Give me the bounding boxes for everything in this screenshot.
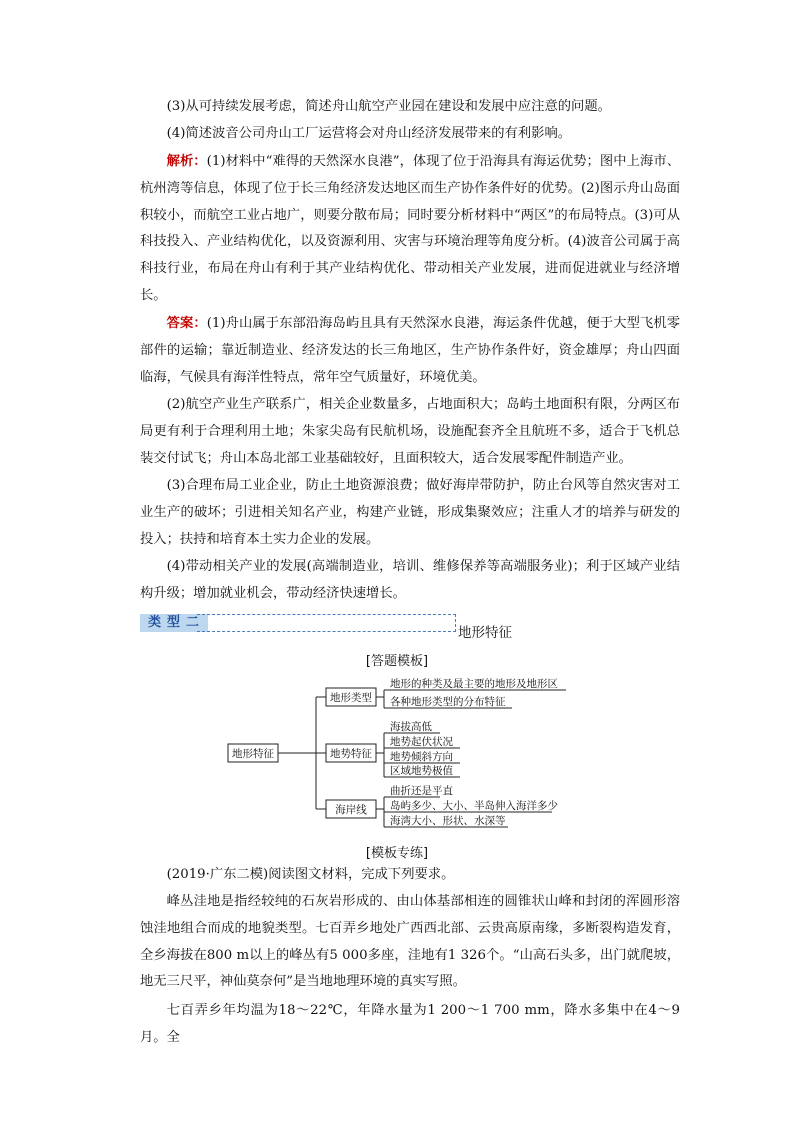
leaf-item: 地形的种类及最主要的地形及地形区: [390, 678, 558, 690]
answer-label: 答案：: [166, 316, 207, 331]
leaf-item: 曲折还是平直: [390, 785, 453, 797]
leaf-item: 各种地形类型的分布特征: [390, 696, 506, 708]
section-dashed-box: [197, 614, 456, 632]
answer-2: (2)航空产业生产联系广，相关企业数量多，占地面积大；岛屿土地面积有限，分两区布局更有利于合理利用土地；朱家尖岛有民航机场，设施配套齐全且航班不多，适合于飞机总装交付试飞；舟山本岛北部工业基础较好，且面积较大，适合发展零配件制造产业。: [140, 397, 680, 466]
branch-label-relief: 地势特征: [330, 748, 372, 760]
branch-label-landform-type: 地形类型: [330, 692, 372, 704]
leaf-item: 区域地势极值: [390, 765, 453, 777]
branch-label-coastline: 海岸线: [335, 804, 367, 816]
answer-1-text: (1)舟山属于东部沿海岛屿且具有天然深水良港，海运条件优越，便于大型飞机零部件的运输；靠近制造业、经济发达的长三角地区，生产协作条件好，资金雄厚；舟山四面临海，气候具有海洋性特点，常年空气质量好，环境优美。: [140, 316, 681, 385]
exercise-paragraph-1: 峰丛洼地是指经较纯的石灰岩形成的、由山体基部相连的圆锥状山峰和封闭的浑圆形溶蚀洼地组合而成的地貌类型。七百弄乡地处广西西北部、云贵高原南缘，多断裂构造发育，全乡海拔在800 m以上的峰丛有5 000多座，洼地有1 326个。“山高石头多，出门就爬坡，地无三尺平，神仙莫奈何”是当地地理环境的真实写照。: [140, 894, 680, 990]
root-label: 地形特征: [232, 748, 274, 760]
analysis-text: (1)材料中“难得的天然深水良港”，体现了位于沿海具有海运优势；图中上海市、杭州湾等信息，体现了位于长三角经济发达地区而生产协作条件好的优势。(2)图示舟山岛面积较小，而航空工业占地广，则要分散布局；同时要分析材料中“两区”的布局特点。(3)可从科技投入、产业结构优化，以及资源利用、灾害与环境治理等角度分析。(4)波音公司属于高科技行业，布局在舟山有利于其产业结构优化、带动相关产业发展，进而促进就业与经济增长。: [140, 154, 680, 303]
section-title: 地形特征: [458, 625, 512, 641]
leaf-item: 海湾大小、形状、水深等: [390, 815, 506, 827]
exercise-intro: (2019·广东二模)阅读图文材料，完成下列要求。: [166, 867, 455, 882]
analysis-label: 解析：: [166, 154, 207, 169]
template-heading: [答题模板]: [365, 654, 429, 669]
analysis-paragraph: [140, 149, 680, 310]
practice-heading: [模板专练]: [365, 846, 429, 861]
question-3: (3)从可持续发展考虑，简述舟山航空产业园在建设和发展中应注意的问题。: [166, 99, 611, 114]
answer-1: [140, 311, 680, 391]
answer-3: (3)合理布局工业企业，防止土地资源浪费；做好海岸带防护，防止台风等自然灾害对工业生产的破坏；引进相关知名产业，构建产业链，形成集聚效应；注重人才的培养与研发的投入；扶持和培育本土实力企业的发展。: [140, 478, 680, 547]
answer-4: (4)带动相关产业的发展(高端制造业，培训、维修保养等高端服务业)；利于区域产业结构升级；增加就业机会，带动经济快速增长。: [140, 559, 680, 601]
section-tag: 类型二: [140, 614, 208, 632]
leaf-item: 地势倾斜方向: [390, 751, 453, 763]
exercise-paragraph-2: 七百弄乡年均温为18～22℃，年降水量为1 200～1 700 mm，降水多集中在4～9月。全: [140, 1003, 680, 1045]
leaf-item: 海拔高低: [390, 721, 432, 733]
leaf-item: 岛屿多少、大小、半岛伸入海洋多少: [390, 800, 558, 812]
question-4: (4)简述波音公司舟山工厂运营将会对舟山经济发展带来的有利影响。: [166, 126, 572, 141]
terrain-diagram: [0, 670, 794, 840]
leaf-item: 地势起伏状况: [390, 736, 453, 748]
